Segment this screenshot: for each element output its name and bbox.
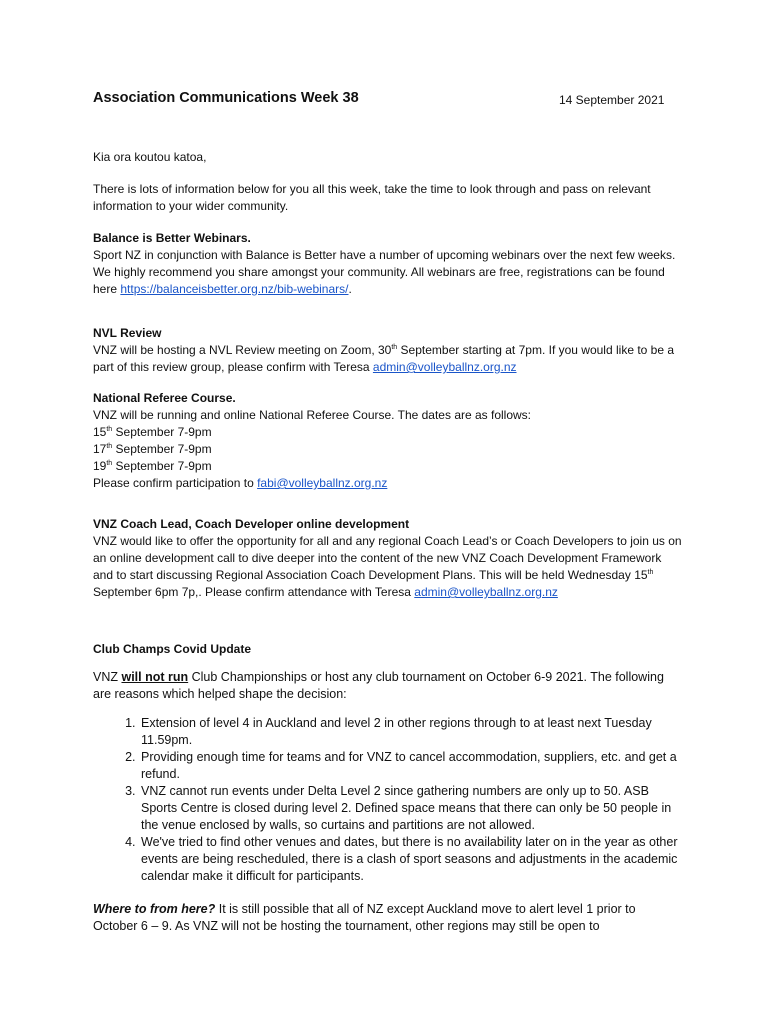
balance-body: Sport NZ in conjunction with Balance is Better have a number of upcoming webinars over the next few weeks. We highly recommend you share amongst your community. All webinars are free, registrations can be found here https://balanceisbetter.org.nz/bib-webinars/. xyxy=(93,248,676,296)
covid-reasons xyxy=(93,715,683,885)
balance-section xyxy=(93,230,683,298)
covid-intro: VNZ will not run Club Championships or host any club tournament on October 6-9 2021. The following are reasons which helped shape the decision: xyxy=(93,670,664,701)
list-item: 3. VNZ cannot run events under Delta Level 2 since gathering numbers are only up to 50. ASB Sports Centre is closed during level 2. Defined space means that there can only be 50 people in the venue enclosed by walls, so curtains and partitions are not allowed. xyxy=(139,783,683,834)
list-item: 4. We've tried to find other venues and dates, but there is no availability later on in the year as other events are being rescheduled, there is a clash of sport seasons and adjustments in the academic calendar make it difficult for participants. xyxy=(139,834,683,885)
coach-heading: VNZ Coach Lead, Coach Developer online development xyxy=(93,517,410,531)
referee-section xyxy=(93,390,683,492)
nvl-email-link[interactable]: admin@volleyballnz.org.nz xyxy=(372,360,517,374)
intro-paragraph: There is lots of information below for you all this week, take the time to look through and pass on relevant information to your wider community. xyxy=(93,182,651,213)
nvl-body: VNZ will be hosting a NVL Review meeting on Zoom, 30th September starting at 7pm. If you would like to be a part of this review group, please confirm with Teresa admin@volleyballnz.org.nz xyxy=(93,343,675,374)
where-to-paragraph: Where to from here? It is still possible that all of NZ except Auckland move to alert level 1 prior to October 6 – 9. As VNZ will not be hosting the tournament, other regions may still be open to xyxy=(93,902,636,933)
referee-email-link[interactable]: fabi@volleyballnz.org.nz xyxy=(257,476,388,490)
referee-confirm: Please confirm participation to fabi@volleyballnz.org.nz xyxy=(93,476,388,490)
referee-date: 19th September 7-9pm xyxy=(93,459,212,473)
document-date: 14 September 2021 xyxy=(559,93,665,107)
referee-date: 15th September 7-9pm xyxy=(93,425,212,439)
covid-heading: Club Champs Covid Update xyxy=(93,642,252,656)
nvl-heading: NVL Review xyxy=(93,326,162,340)
referee-heading: National Referee Course. xyxy=(93,391,236,405)
greeting: Kia ora koutou katoa, xyxy=(93,150,207,164)
coach-section xyxy=(93,516,683,601)
coach-body: VNZ would like to offer the opportunity for all and any regional Coach Lead’s or Coach Developers to join us on an online development call to dive deeper into the content of the new VNZ Coach Development Framework and to start discussing Regional Association Coach Development Plans. This will be held Wednesday 15th September 6pm 7p,. Please confirm attendance with Teresa admin@volleyballnz.org.nz xyxy=(93,534,682,599)
reasons-list xyxy=(93,715,683,885)
balance-link[interactable]: https://balanceisbetter.org.nz/bib-webinars/ xyxy=(120,282,349,296)
coach-email-link[interactable]: admin@volleyballnz.org.nz xyxy=(414,585,558,599)
referee-date: 17th September 7-9pm xyxy=(93,442,212,456)
document-title: Association Communications Week 38 xyxy=(93,90,359,106)
nvl-section xyxy=(93,325,683,376)
list-item: 1. Extension of level 4 in Auckland and level 2 in other regions through to at least next Tuesday 11.59pm. xyxy=(139,715,683,749)
list-item: 2. Providing enough time for teams and for VNZ to cancel accommodation, suppliers, etc. and get a refund. xyxy=(139,749,683,783)
balance-heading: Balance is Better Webinars. xyxy=(93,231,251,245)
referee-body: VNZ will be running and online National Referee Course. The dates are as follows: xyxy=(93,408,532,422)
